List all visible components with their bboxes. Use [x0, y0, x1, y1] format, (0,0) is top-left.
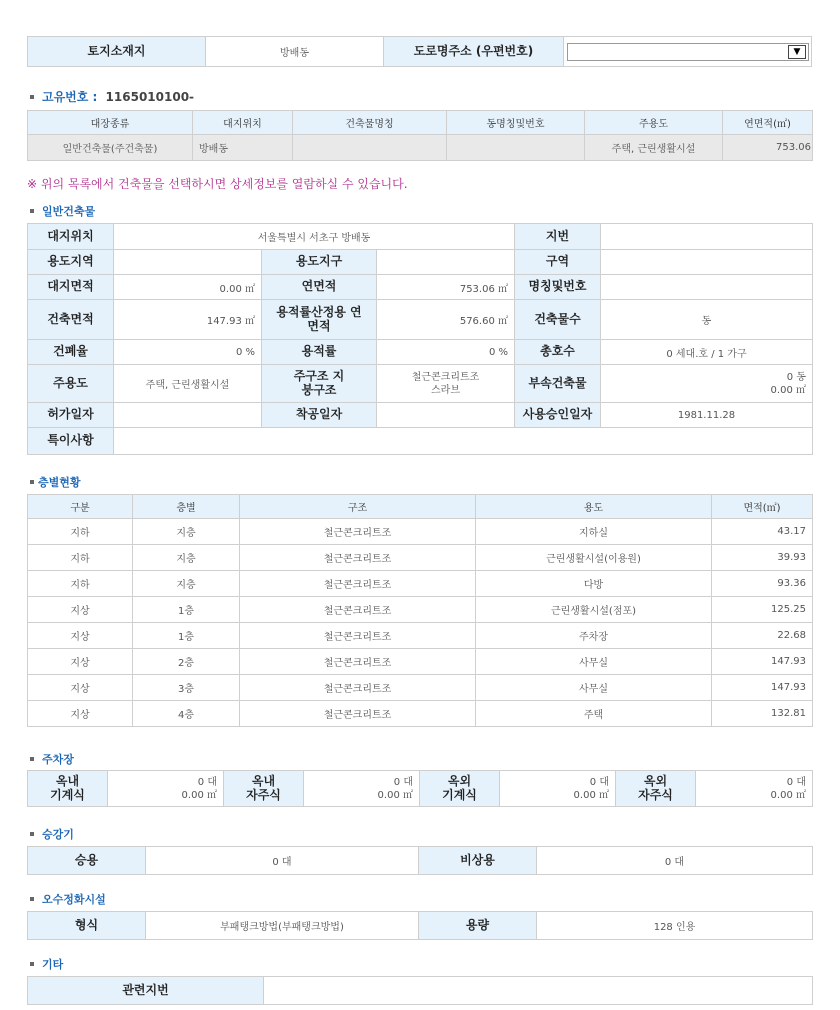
building-area-label: 건축면적: [28, 300, 114, 340]
floor-number: 1층: [133, 623, 240, 649]
floor-status-table: [27, 494, 813, 727]
floor-number: 2층: [133, 649, 240, 675]
zone-value: [114, 250, 262, 275]
site-label: 대지위치: [28, 224, 114, 250]
bullet-icon: [30, 209, 34, 213]
building-row[interactable]: [28, 135, 813, 161]
annex-value: [601, 365, 813, 403]
parking-indoor-mech-label: [28, 771, 108, 807]
header-register-type: 대장종류: [28, 111, 193, 135]
parking-title: 주차장: [42, 753, 74, 766]
bullet-icon: [30, 962, 34, 966]
floor-division: 지상: [28, 649, 133, 675]
septic-capacity-label: 용량: [419, 912, 537, 940]
floor-use: 다방: [476, 571, 712, 597]
permit-date-value: [114, 403, 262, 428]
floor-use: 사무실: [476, 675, 712, 701]
floor-number: 3층: [133, 675, 240, 701]
road-address-select[interactable]: [567, 43, 809, 61]
far-value: 0 %: [377, 340, 515, 365]
area-value: [601, 250, 813, 275]
floor-number: 지층: [133, 519, 240, 545]
septic-heading: [30, 891, 106, 907]
floor-division: 지하: [28, 519, 133, 545]
floor-division: 지상: [28, 675, 133, 701]
floor-area: 132.81: [712, 701, 813, 727]
general-heading: [30, 203, 95, 219]
passenger-elevator-label: 승용: [28, 847, 146, 875]
jibun-value: [601, 224, 813, 250]
main-structure-text: 철근콘크리트조: [411, 371, 480, 383]
building-count-label: 건축물수: [515, 300, 601, 340]
table-row: [28, 675, 813, 701]
header-gross-area: 연면적(㎡): [723, 111, 813, 135]
approval-date-label: 사용승인일자: [515, 403, 601, 428]
floor-division: 지상: [28, 597, 133, 623]
road-address-label: 도로명주소 (우편번호): [384, 37, 564, 67]
floor-number: 지층: [133, 571, 240, 597]
selection-note: ※ 위의 목록에서 건축물을 선택하시면 상세정보를 열람하실 수 있습니다.: [27, 177, 408, 191]
bullet-icon: [30, 480, 34, 484]
header-dong: 동명칭및번호: [447, 111, 585, 135]
septic-type-label: 형식: [28, 912, 146, 940]
units-value: 0 세대.호 / 1 가구: [601, 340, 813, 365]
land-area-value: 0.00 ㎡: [114, 275, 262, 300]
floor-number: 지층: [133, 545, 240, 571]
related-jibun-label: 관련지번: [28, 977, 264, 1005]
start-date-value: [377, 403, 515, 428]
bullet-icon: [30, 897, 34, 901]
main-use-value: 주택, 근린생활시설: [114, 365, 262, 403]
parking-area: 0.00 ㎡: [377, 789, 413, 801]
floor-structure: 철근콘크리트조: [240, 623, 476, 649]
parking-label-line1: 옥외: [643, 773, 668, 788]
table-row: [28, 571, 813, 597]
site-value: 서울특별시 서초구 방배동: [114, 224, 515, 250]
table-row: [28, 649, 813, 675]
floor-division: 지상: [28, 701, 133, 727]
cell-gross-area[interactable]: 753.06: [723, 135, 813, 161]
parking-label-line2: 기계식: [442, 787, 477, 802]
passenger-elevator-value: 0 대: [146, 847, 419, 875]
septic-title: 오수정화시설: [42, 893, 106, 906]
floor-structure: 철근콘크리트조: [240, 649, 476, 675]
approval-date-value: 1981.11.28: [601, 403, 813, 428]
header-area: 면적(㎡): [712, 495, 813, 519]
parking-count: 0 대: [393, 776, 413, 788]
elevator-heading: [30, 826, 74, 842]
parking-indoor-mech-value: [108, 771, 224, 807]
floor-division: 지하: [28, 545, 133, 571]
septic-capacity-value: 128 인용: [537, 912, 813, 940]
header-main-use: 주용도: [585, 111, 723, 135]
annex-area: 0.00 ㎡: [770, 384, 806, 396]
name-value: [601, 275, 813, 300]
land-location-label: 토지소재지: [28, 37, 206, 67]
floor-area: 43.17: [712, 519, 813, 545]
floor-area: 93.36: [712, 571, 813, 597]
floor-division: 지하: [28, 571, 133, 597]
parking-label-line1: 옥내: [251, 773, 276, 788]
main-use-label: 주용도: [28, 365, 114, 403]
floor-use: 지하실: [476, 519, 712, 545]
cell-site[interactable]: 방배동: [193, 135, 293, 161]
unique-number-heading: [30, 88, 194, 105]
table-row: [28, 597, 813, 623]
land-area-label: 대지면적: [28, 275, 114, 300]
table-row: [28, 623, 813, 649]
related-jibun-value: [264, 977, 813, 1005]
floor-use: 사무실: [476, 649, 712, 675]
floor-number: 1층: [133, 597, 240, 623]
name-label: 명칭및번호: [515, 275, 601, 300]
district-label: 용도지구: [262, 250, 377, 275]
parking-area: 0.00 ㎡: [770, 789, 806, 801]
start-date-label: 착공일자: [262, 403, 377, 428]
floor-area: 22.68: [712, 623, 813, 649]
permit-date-label: 허가일자: [28, 403, 114, 428]
land-location-table: [27, 36, 812, 67]
road-address-cell: [564, 37, 812, 67]
parking-count: 0 대: [197, 776, 217, 788]
district-value: [377, 250, 515, 275]
general-title: 일반건축물: [42, 205, 96, 218]
floor-structure: 철근콘크리트조: [240, 545, 476, 571]
floor-structure: 철근콘크리트조: [240, 571, 476, 597]
cell-dong[interactable]: [447, 135, 585, 161]
header-structure: 구조: [240, 495, 476, 519]
unique-number-value: 1165010100-: [105, 90, 195, 104]
septic-type-value: 부패탱크방법(부패탱크방법): [146, 912, 419, 940]
header-site: 대지위치: [193, 111, 293, 135]
parking-outdoor-self-value: [696, 771, 813, 807]
floor-area: 147.93: [712, 675, 813, 701]
floor-area: 39.93: [712, 545, 813, 571]
parking-label-line1: 옥외: [447, 773, 472, 788]
parking-count: 0 대: [589, 776, 609, 788]
etc-heading: [30, 956, 63, 972]
parking-outdoor-self-label: [616, 771, 696, 807]
structure-value: [377, 365, 515, 403]
far-area-value: 576.60 ㎡: [377, 300, 515, 340]
roof-structure-text: 스라브: [431, 384, 460, 396]
etc-table: [27, 976, 813, 1005]
bcr-value: 0 %: [114, 340, 262, 365]
general-building-table: [27, 223, 813, 455]
area-label: 구역: [515, 250, 601, 275]
emergency-elevator-label: 비상용: [419, 847, 537, 875]
building-count-value: 동: [601, 300, 813, 340]
floor-structure: 철근콘크리트조: [240, 701, 476, 727]
far-area-label: 용적률산정용 연면적: [262, 300, 377, 340]
floor-area: 125.25: [712, 597, 813, 623]
floor-use: 근린생활시설(점포): [476, 597, 712, 623]
parking-heading: [30, 751, 74, 767]
floor-use: 주택: [476, 701, 712, 727]
annex-label: 부속건축물: [515, 365, 601, 403]
table-row: [28, 701, 813, 727]
zone-label: 용도지역: [28, 250, 114, 275]
floor-use: 근린생활시설(이용원): [476, 545, 712, 571]
parking-indoor-self-value: [304, 771, 420, 807]
parking-count: 0 대: [786, 776, 806, 788]
floors-heading: [30, 474, 81, 490]
header-floor: 층별: [133, 495, 240, 519]
units-label: 총호수: [515, 340, 601, 365]
parking-area: 0.00 ㎡: [573, 789, 609, 801]
special-label: 특이사항: [28, 428, 114, 455]
header-division: 구분: [28, 495, 133, 519]
parking-table: [27, 770, 813, 807]
floor-structure: 철근콘크리트조: [240, 675, 476, 701]
parking-label-line2: 자주식: [638, 787, 673, 802]
emergency-elevator-value: 0 대: [537, 847, 813, 875]
septic-table: [27, 911, 813, 940]
unique-number-label: 고유번호 :: [42, 90, 98, 104]
cell-main-use[interactable]: 주택, 근린생활시설: [585, 135, 723, 161]
table-row: [28, 519, 813, 545]
far-label: 용적률: [262, 340, 377, 365]
bullet-icon: [30, 832, 34, 836]
parking-area: 0.00 ㎡: [181, 789, 217, 801]
table-row: [28, 545, 813, 571]
annex-count: 0 동: [786, 371, 806, 383]
parking-label-line2: 기계식: [50, 787, 85, 802]
bcr-label: 건폐율: [28, 340, 114, 365]
bullet-icon: [30, 95, 34, 99]
header-use: 용도: [476, 495, 712, 519]
elevator-title: 승강기: [42, 828, 74, 841]
land-location-value: 방배동: [206, 37, 384, 67]
floors-title: 층별현황: [38, 476, 81, 489]
parking-outdoor-mech-value: [500, 771, 616, 807]
etc-title: 기타: [42, 958, 64, 971]
floor-area: 147.93: [712, 649, 813, 675]
parking-outdoor-mech-label: [420, 771, 500, 807]
floor-division: 지상: [28, 623, 133, 649]
floor-use: 주차장: [476, 623, 712, 649]
floor-structure: 철근콘크리트조: [240, 597, 476, 623]
floor-number: 4층: [133, 701, 240, 727]
building-area-value: 147.93 ㎡: [114, 300, 262, 340]
bullet-icon: [30, 757, 34, 761]
cell-register-type[interactable]: 일반건축물(주건축물): [28, 135, 193, 161]
elevator-table: [27, 846, 813, 875]
floor-structure: 철근콘크리트조: [240, 519, 476, 545]
gross-area-value: 753.06 ㎡: [377, 275, 515, 300]
special-value: [114, 428, 813, 455]
chevron-down-icon[interactable]: ▼: [788, 45, 806, 59]
gross-area-label: 연면적: [262, 275, 377, 300]
structure-label: 주구조 지붕구조: [262, 365, 377, 403]
parking-label-line2: 자주식: [246, 787, 281, 802]
cell-building-name[interactable]: [293, 135, 447, 161]
building-list-table: [27, 110, 813, 161]
parking-label-line1: 옥내: [55, 773, 80, 788]
parking-indoor-self-label: [224, 771, 304, 807]
jibun-label: 지번: [515, 224, 601, 250]
header-building-name: 건축물명칭: [293, 111, 447, 135]
